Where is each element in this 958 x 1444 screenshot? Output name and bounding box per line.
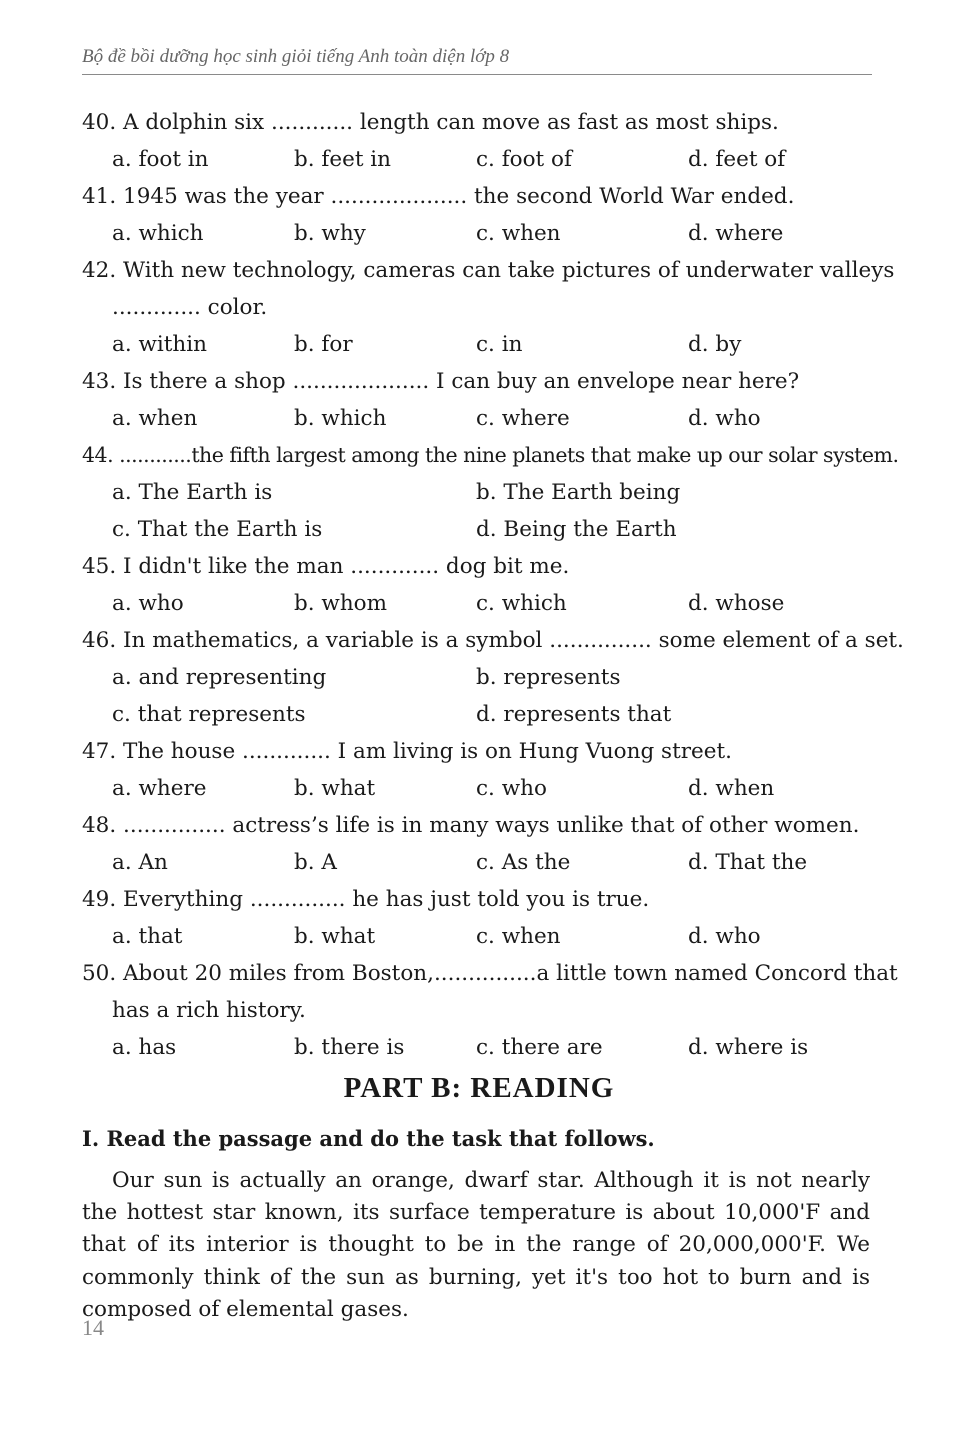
option-a: a. that [112,924,183,949]
question-49: 49. Everything .............. he has just told you is true. [82,887,650,912]
question-42-continuation: ............. color. [112,295,268,320]
question-40: 40. A dolphin six ............ length can move as fast as most ships. [82,110,779,135]
options-44-row1 [82,474,872,511]
option-c: c. As the [476,850,571,875]
question-48: 48. ............... actress’s life is in many ways unlike that of other women. [82,813,860,838]
option-a: a. has [112,1035,177,1060]
options-47 [82,770,872,807]
options-46-row1 [82,659,872,696]
option-d: d. where is [688,1035,809,1060]
option-a: a. An [112,850,168,875]
options-49 [82,918,872,955]
option-d: d. That the [688,850,808,875]
reading-passage: Our sun is actually an orange, dwarf star. Although it is not nearly the hottest star known, its surface temperature is about 10,000'F and that of its interior is thought to be in the range of 20,000,000'F. We commonly think of the sun as burning, yet it's too hot to burn and is composed of elemental gases. [82,1168,870,1322]
option-c: c. when [476,221,561,246]
option-d: d. where [688,221,784,246]
option-a: a. when [112,406,198,431]
question-43: 43. Is there a shop .................... I can buy an envelope near here? [82,369,800,394]
option-d: d. Being the Earth [476,517,677,542]
option-b: b. for [294,332,353,357]
option-a: a. where [112,776,207,801]
question-47: 47. The house ............. I am living is on Hung Vuong street. [82,739,732,764]
options-45 [82,585,872,622]
question-45: 45. I didn't like the man ............. dog bit me. [82,554,570,579]
option-b: b. there is [294,1035,405,1060]
option-a: a. foot in [112,147,209,172]
options-44-row2 [82,511,872,548]
running-header: Bộ đề bồi dưỡng học sinh giỏi tiếng Anh toàn diện lớp 8 [82,46,872,75]
question-50-continuation: has a rich history. [112,998,306,1023]
option-b: b. A [294,850,337,875]
option-c: c. that represents [112,702,306,727]
option-c: c. foot of [476,147,572,172]
option-b: b. why [294,221,366,246]
question-list [82,104,904,1066]
option-d: d. represents that [476,702,672,727]
section-title: I. Read the passage and do the task that follows. [82,1126,655,1151]
option-c: c. when [476,924,561,949]
option-c: c. which [476,591,567,616]
option-d: d. by [688,332,742,357]
option-b: b. The Earth being [476,480,681,505]
option-a: a. who [112,591,184,616]
option-d: d. who [688,406,761,431]
question-44: 44. ............the fifth largest among the nine planets that make up our solar system. [82,443,899,467]
options-40 [82,141,872,178]
option-b: b. what [294,776,376,801]
option-c: c. there are [476,1035,603,1060]
option-d: d. who [688,924,761,949]
option-c: c. who [476,776,547,801]
options-43 [82,400,872,437]
question-46: 46. In mathematics, a variable is a symbol ............... some element of a set. [82,628,904,653]
option-c: c. where [476,406,570,431]
page-number: 14 [82,1315,104,1340]
option-b: b. which [294,406,387,431]
options-41 [82,215,872,252]
option-b: b. feet in [294,147,392,172]
option-a: a. within [112,332,207,357]
question-50: 50. About 20 miles from Boston,...............a little town named Concord that [82,961,898,986]
option-a: a. and representing [112,665,327,690]
option-b: b. what [294,924,376,949]
option-d: d. whose [688,591,785,616]
option-c: c. in [476,332,523,357]
option-b: b. whom [294,591,388,616]
option-c: c. That the Earth is [112,517,323,542]
question-41: 41. 1945 was the year .................... the second World War ended. [82,184,795,209]
part-title: PART B: READING [343,1072,615,1104]
option-b: b. represents [476,665,621,690]
option-d: d. when [688,776,775,801]
option-d: d. feet of [688,147,786,172]
options-48 [82,844,872,881]
question-42: 42. With new technology, cameras can take pictures of underwater valleys [82,258,895,283]
options-50 [82,1029,872,1066]
options-42 [82,326,872,363]
options-46-row2 [82,696,872,733]
option-a: a. which [112,221,204,246]
option-a: a. The Earth is [112,480,273,505]
